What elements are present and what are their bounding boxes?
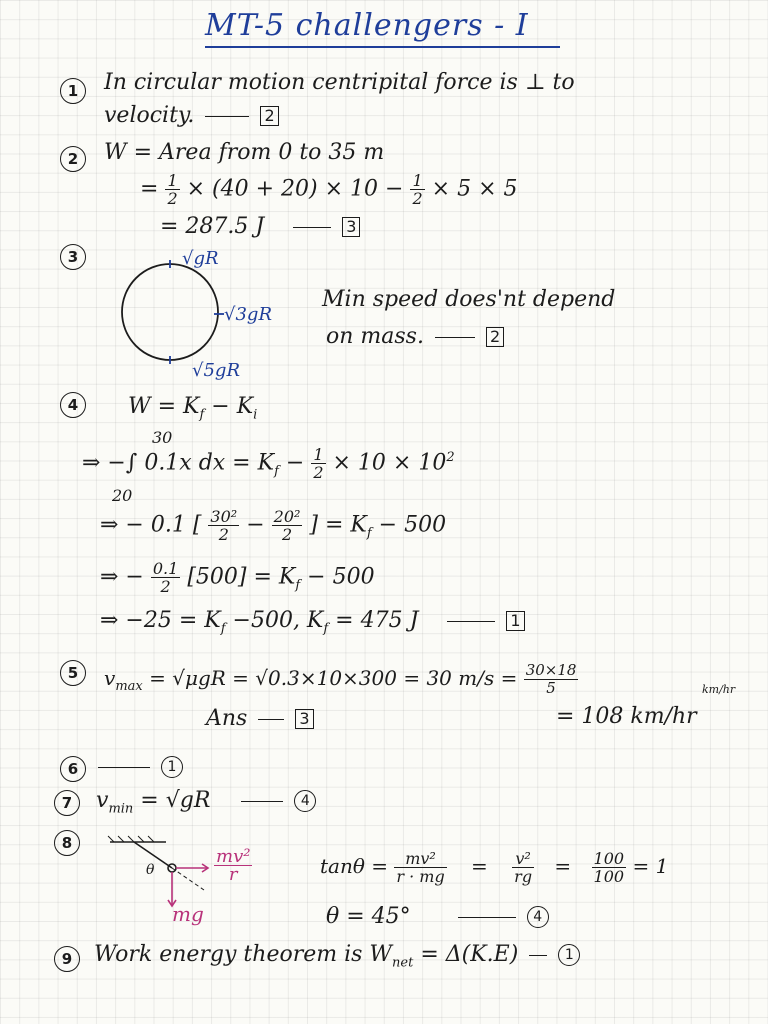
q8-centripetal-force-label: $\frac{\text{mv²}}{r}$ xyxy=(216,846,251,885)
q6-dash xyxy=(98,767,150,768)
q2-line3: = 287.5 J xyxy=(160,214,265,239)
q3-text2-row xyxy=(326,324,504,349)
q8-line2: θ = 45° xyxy=(326,904,411,929)
q9-text-a: Work energy theorem is W xyxy=(94,942,393,967)
q4-line2-sub: f xyxy=(274,463,279,479)
title-underline xyxy=(205,46,560,48)
q5-dash xyxy=(258,719,284,720)
q3-text2: on mass. xyxy=(326,324,424,349)
question-number-3: 3 xyxy=(60,244,86,270)
q3-top-speed-label: √gR xyxy=(182,248,219,269)
q8-eq-equals-1: = xyxy=(471,854,488,878)
q2-fraction-2: $\frac{1}{2}$ xyxy=(412,171,423,208)
q4-line5-c: = 475 J xyxy=(328,608,419,633)
q4-line2-row xyxy=(82,446,455,481)
q5-line1-b: = √μgR = √0.3×10×300 = 30 m/s = xyxy=(142,666,518,690)
q7-row xyxy=(96,788,316,816)
q5-line1-row xyxy=(104,662,578,697)
q9-dash xyxy=(529,955,547,956)
q8-eq-a: tanθ = xyxy=(320,854,388,878)
q2-line2-row xyxy=(140,172,518,207)
q3-answer: 2 xyxy=(486,327,504,347)
q4-line5-a: ⇒ −25 = K xyxy=(100,608,221,633)
q2-line2-eq: = xyxy=(140,176,159,202)
q4-integral-upper: 30 xyxy=(152,428,173,447)
q4-dash xyxy=(447,621,495,622)
q4-line3-row xyxy=(100,508,446,543)
question-number-4: 4 xyxy=(60,392,86,418)
q4-line4-row xyxy=(100,560,375,595)
q8-weight-label: mg xyxy=(172,902,204,926)
q4-line1-b: − K xyxy=(204,394,254,419)
q5-fraction: $\frac{30\times 18}{5}$ xyxy=(525,661,577,697)
q5-line2: = 108 km/hr xyxy=(556,704,697,729)
q4-line1-sub: f xyxy=(199,407,205,423)
q7-dash xyxy=(241,801,283,802)
q8-eq-fraction-2: $\frac{\text{v²}}{rg}$ xyxy=(514,849,533,886)
q1-answer: 2 xyxy=(260,106,278,126)
q4-line4-a: ⇒ − xyxy=(100,564,144,590)
q4-line2-c: × 10 × 10 xyxy=(332,450,447,476)
q9-text-b: = Δ(K.E) xyxy=(413,942,519,967)
q6-row xyxy=(94,754,183,779)
q5-ans-label: Ans xyxy=(206,706,248,731)
q4-line3-fraction-1: $\frac{\text{30²}}{2}$ xyxy=(210,507,238,544)
q7-answer: 4 xyxy=(294,790,316,812)
q8-dash xyxy=(458,917,516,918)
q7-text-b: = √gR xyxy=(133,788,211,813)
q8-theta-label: θ xyxy=(146,862,155,878)
q8-eq-equals-2: = xyxy=(554,854,572,878)
q8-eq-fraction-1: $\frac{\text{mv²}}{r \cdot mg}$ xyxy=(396,849,445,886)
q4-line5-sub2: f xyxy=(323,621,329,637)
q4-line1: W = K xyxy=(128,394,200,419)
q4-integral-lower: 20 xyxy=(112,486,133,505)
q8-eq-fraction-3: $\frac{100}{100}$ xyxy=(593,849,625,886)
q2-answer: 3 xyxy=(342,217,360,237)
q4-line2-b: − xyxy=(278,450,305,476)
q4-line3-a: ⇒ − 0.1 [ xyxy=(100,512,202,538)
q1-line1: In circular motion centripital force is ⊥ to xyxy=(104,70,575,95)
q4-line3-b: ] = K xyxy=(309,512,367,538)
q5-unit: km/hr xyxy=(702,683,736,696)
q4-line4-b: [500] = K xyxy=(187,564,296,590)
question-number-7: 7 xyxy=(54,790,80,816)
q4-line1-sub2: i xyxy=(253,407,258,423)
question-number-1: 1 xyxy=(60,78,86,104)
q2-line1: W = Area from 0 to 35 m xyxy=(104,140,385,165)
q2-fraction-1: $\frac{1}{2}$ xyxy=(167,171,178,208)
q4-line2-fraction: $\frac{1}{2}$ xyxy=(313,445,324,482)
q3-bottom-speed-label: √5gR xyxy=(192,360,240,381)
q3-dash xyxy=(435,337,475,338)
q8-eq-end: = 1 xyxy=(632,854,669,878)
q5-line1-sub: max xyxy=(115,679,143,694)
q2-dash xyxy=(293,227,331,228)
q4-answer: 1 xyxy=(506,611,524,631)
q3-text1: Min speed does'nt depend xyxy=(322,287,616,312)
q4-line3-c: − 500 xyxy=(371,512,447,538)
q4-line3-fraction-2: $\frac{\text{20²}}{2}$ xyxy=(273,507,301,544)
question-number-2: 2 xyxy=(60,146,86,172)
q5-ans-row xyxy=(206,706,314,731)
q8-answer: 4 xyxy=(527,906,549,928)
question-number-5: 5 xyxy=(60,660,86,686)
q4-line4-fraction: $\frac{0.1}{2}$ xyxy=(152,559,179,596)
q4-line3-sub: f xyxy=(366,525,372,541)
q4-line4-sub: f xyxy=(295,577,301,593)
q9-answer: 1 xyxy=(558,944,580,966)
q4-line2-sup: 2 xyxy=(446,450,455,466)
q1-line2: velocity. xyxy=(104,103,195,128)
q9-text-sub: net xyxy=(392,955,414,971)
q1-line2-row xyxy=(104,103,279,128)
q4-line5-row xyxy=(100,608,525,636)
q4-line3-minus: − xyxy=(246,512,265,538)
q5-answer: 3 xyxy=(295,709,313,729)
q2-line3-row xyxy=(160,214,360,239)
q4-line4-c: − 500 xyxy=(300,564,375,590)
q2-line2-mid: × (40 + 20) × 10 − xyxy=(186,176,404,202)
page-title: MT-5 challengers - I xyxy=(205,8,529,43)
q4-line2-a: ⇒ −∫ 0.1x dx = K xyxy=(82,450,275,476)
q2-line2-end: × 5 × 5 xyxy=(431,176,518,202)
q9-row xyxy=(94,942,580,970)
q7-text-sub: min xyxy=(108,801,134,817)
question-number-6: 6 xyxy=(60,756,86,782)
q5-line1-a: v xyxy=(104,666,116,690)
question-number-8: 8 xyxy=(54,830,80,856)
q8-eq-row xyxy=(320,850,668,885)
q7-text-a: v xyxy=(96,788,109,813)
q4-line5-sub: f xyxy=(220,621,226,637)
q6-answer: 1 xyxy=(161,756,183,778)
q3-side-speed-label: √3gR xyxy=(224,304,272,325)
question-number-9: 9 xyxy=(54,946,80,972)
q1-dash xyxy=(205,116,249,117)
q4-line5-b: −500, K xyxy=(225,608,324,633)
q8-line2-row xyxy=(326,904,549,929)
q4-line1-row xyxy=(128,394,257,422)
